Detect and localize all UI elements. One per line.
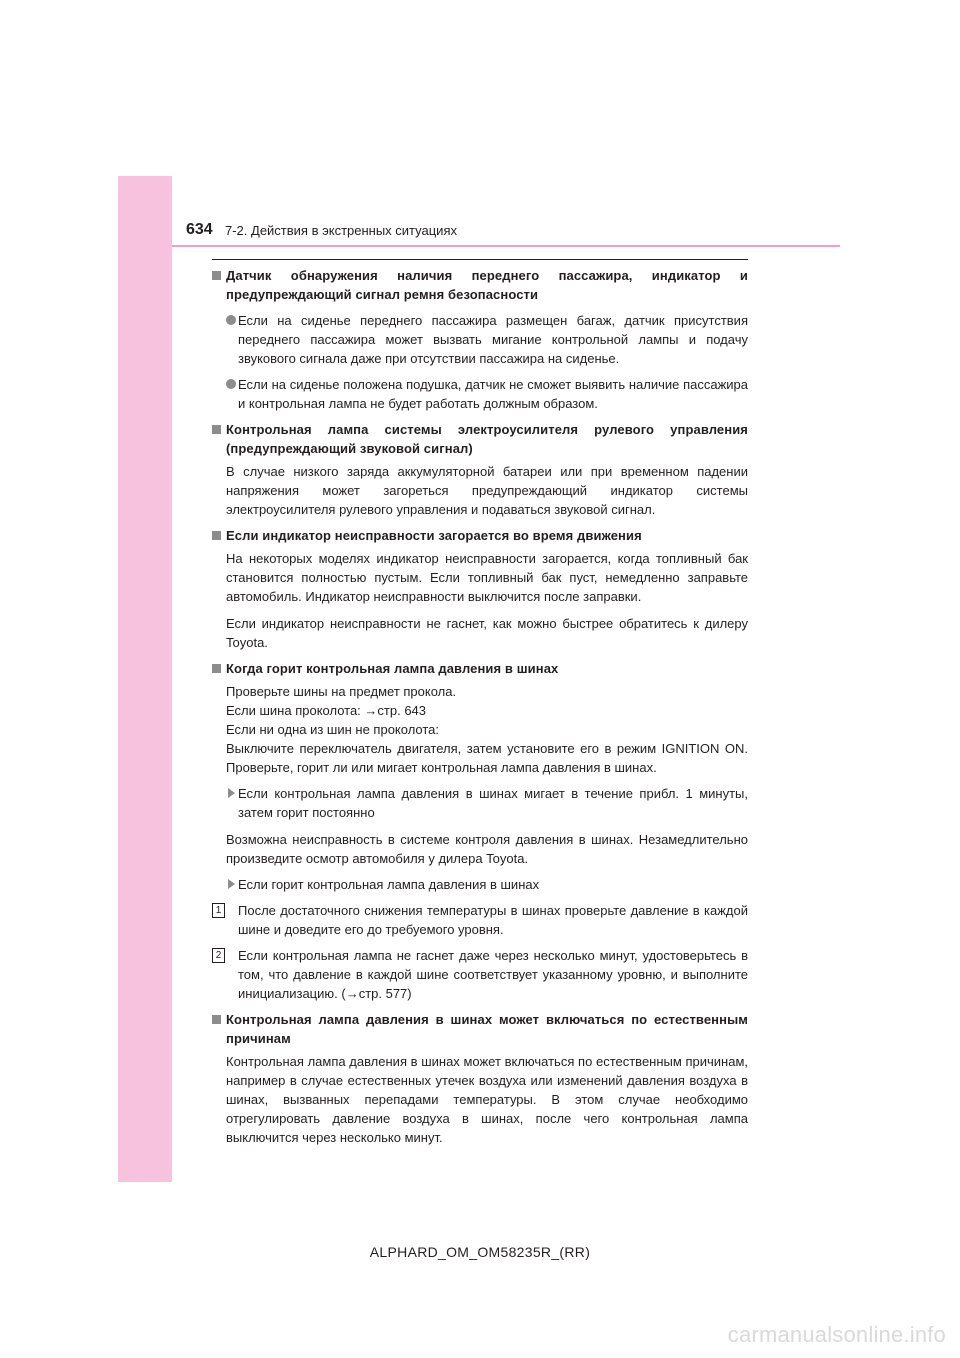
section-heading: Когда горит контрольная лампа давления в шинах bbox=[210, 659, 748, 678]
numbered-step: 1 После достаточного снижения температуры в шинах проверьте давление в каждой шине и доведите его до требуемого уровня. bbox=[210, 901, 748, 939]
content-top-divider bbox=[212, 259, 748, 260]
section-paragraph bbox=[210, 682, 748, 777]
square-bullet-icon bbox=[212, 531, 221, 540]
condition-item: Если горит контрольная лампа давления в шинах bbox=[210, 875, 748, 894]
text-line: Если ни одна из шин не проколота: bbox=[226, 722, 440, 737]
step-number-badge: 2 bbox=[212, 948, 225, 963]
text-line: Выключите переключатель двигателя, затем установите его в режим IGNITION ON. Проверьте, горит ли или мигает контрольная лампа давления в шинах. bbox=[226, 741, 748, 775]
header-divider bbox=[172, 245, 840, 247]
chapter-sidebar-tab bbox=[118, 176, 172, 1182]
square-bullet-icon bbox=[212, 1015, 221, 1024]
section-heading: Контрольная лампа системы электроусилителя рулевого управления (предупреждающий звуковой сигнал) bbox=[210, 420, 748, 458]
site-watermark: carmanualsonline.info bbox=[727, 1322, 946, 1347]
document-code-footer: ALPHARD_OM_OM58235R_(RR) bbox=[369, 1244, 591, 1260]
square-bullet-icon bbox=[212, 664, 221, 673]
section-paragraph: Если индикатор неисправности не гаснет, как можно быстрее обратитесь к дилеру Toyota. bbox=[226, 616, 748, 650]
text-line: Проверьте шины на предмет прокола. bbox=[226, 684, 457, 699]
bullet-item: Если на сиденье положена подушка, датчик не сможет выявить наличие пассажира и контрольная лампа не будет работать должным образом. bbox=[210, 375, 748, 413]
condition-item: Если контрольная лампа давления в шинах мигает в течение прибл. 1 минуты, затем горит постоянно bbox=[210, 784, 748, 822]
step-number-badge: 1 bbox=[212, 903, 225, 918]
page-reference-line: Если шина проколота: →стр. 643 bbox=[226, 703, 427, 718]
section-paragraph: Возможна неисправность в системе контроля давления в шинах. Незамедлительно произведите осмотр автомобиля у дилера Toyota. bbox=[226, 832, 748, 866]
numbered-step: 2 Если контрольная лампа не гаснет даже через несколько минут, удостоверьтесь в том, что давление в каждой шине соответствует указанному уровню, и выполните инициализацию. (→стр. 577) bbox=[210, 946, 748, 1003]
page-content bbox=[210, 266, 748, 1147]
section-heading: Датчик обнаружения наличия переднего пассажира, индикатор и предупреждающий сигнал ремня безопасности bbox=[210, 266, 748, 304]
square-bullet-icon bbox=[212, 425, 221, 434]
section-paragraph: В случае низкого заряда аккумуляторной батареи или при временном падении напряжения может загореться предупреждающий индикатор системы электроусилителя рулевого управления и подаваться звуковой сигнал. bbox=[226, 464, 748, 517]
section-heading: Если индикатор неисправности загорается во время движения bbox=[210, 526, 748, 545]
page-number: 634 bbox=[186, 221, 213, 238]
triangle-arrow-icon bbox=[228, 879, 235, 889]
bullet-item: Если на сиденье переднего пассажира размещен багаж, датчик присутствия переднего пассажира может вызвать мигание контрольной лампы и подачу звукового сигнала даже при отсутствии пассажира на сиденье. bbox=[210, 311, 748, 368]
circle-bullet-icon bbox=[226, 315, 236, 325]
triangle-arrow-icon bbox=[228, 788, 235, 798]
section-heading: Контрольная лампа давления в шинах может включаться по естественным причинам bbox=[210, 1010, 748, 1048]
section-paragraph: На некоторых моделях индикатор неисправности загорается, когда топливный бак становится полностью пустым. Если топливный бак пуст, немедленно заправьте автомобиль. Индикатор неисправности выключится после заправки. bbox=[226, 551, 748, 604]
chapter-title: 7-2. Действия в экстренных ситуациях bbox=[225, 223, 457, 238]
section-paragraph: Контрольная лампа давления в шинах может включаться по естественным причинам, например в случае естественных утечек воздуха или изменений давления воздуха в шинах, вызванных перепадами температуры. В этом случае необходимо отрегулировать давление воздуха в шинах, после чего контрольная лампа выключится через несколько минут. bbox=[226, 1054, 748, 1145]
circle-bullet-icon bbox=[226, 379, 236, 389]
square-bullet-icon bbox=[212, 271, 221, 280]
